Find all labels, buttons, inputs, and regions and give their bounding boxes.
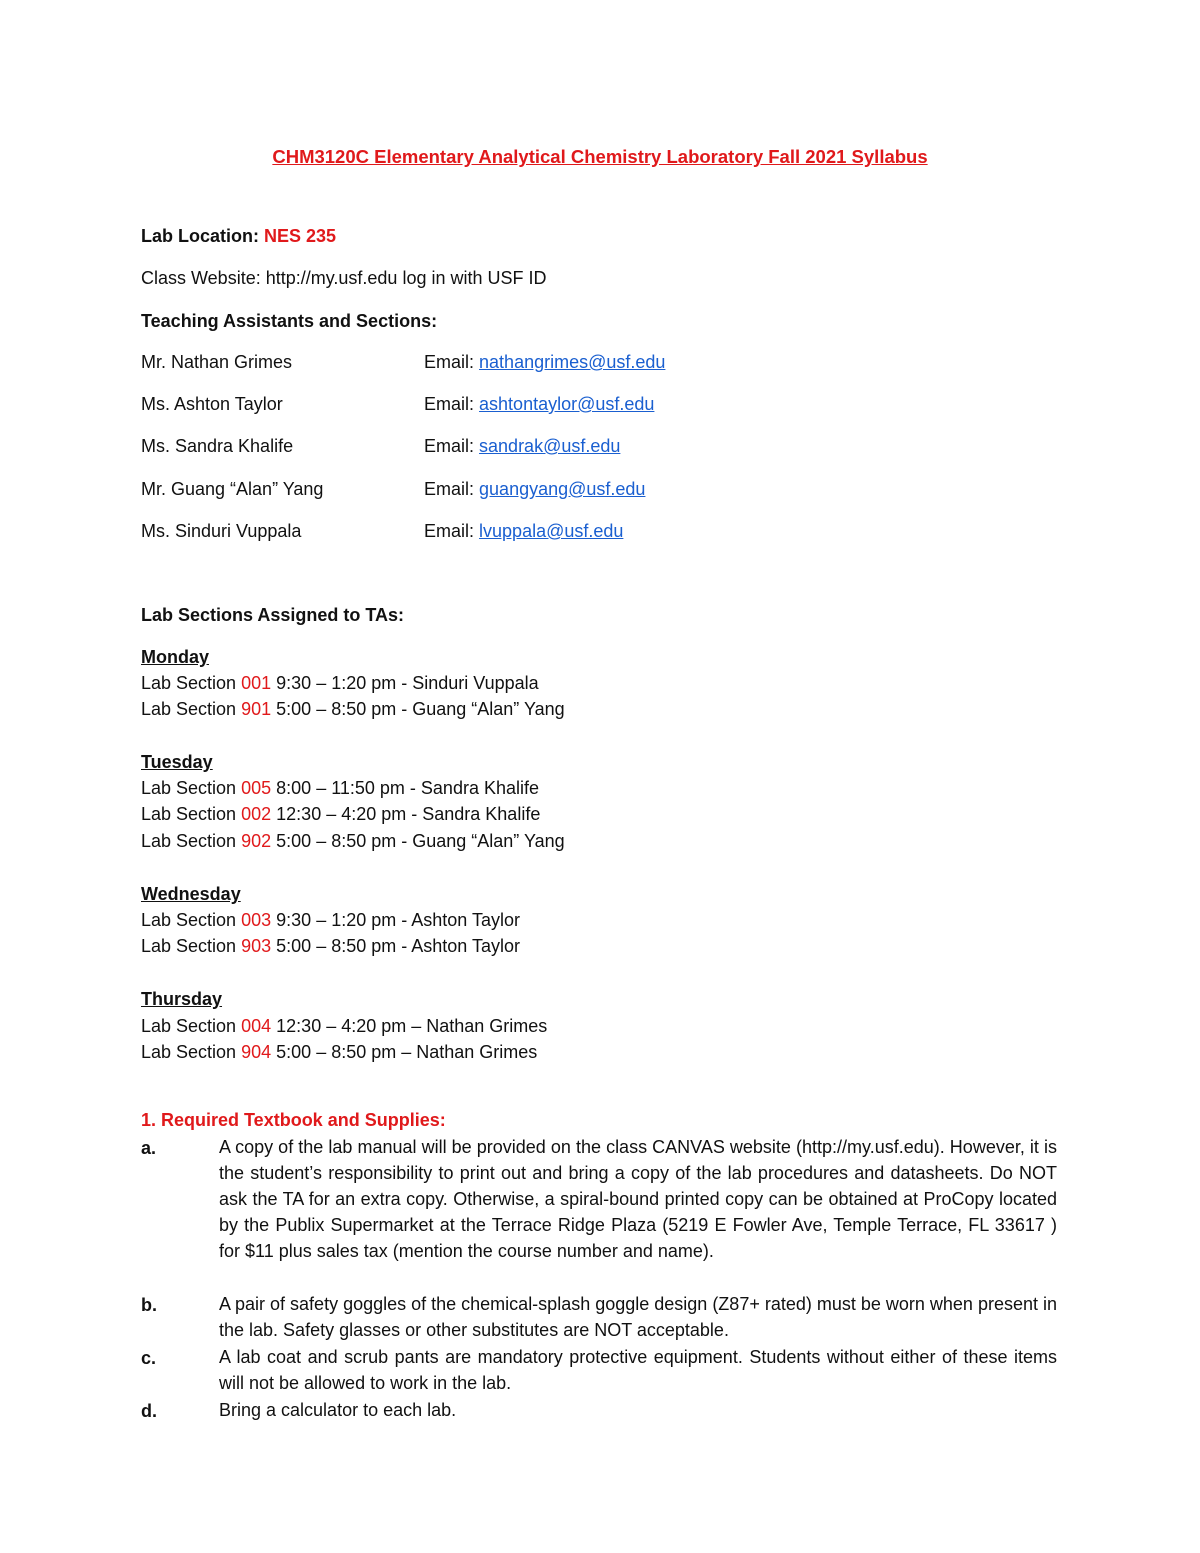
day-heading: Thursday (141, 989, 223, 1009)
lab-section-row (141, 936, 520, 957)
section-detail: 5:00 – 8:50 pm - Guang “Alan” Yang (276, 831, 565, 851)
ta-email-row (424, 352, 665, 373)
email-label: Email: (424, 394, 475, 414)
item-text: A copy of the lab manual will be provided on the class CANVAS website (http://my.usf.edu). However, it is the student’s responsibility to print out and bring a copy of the lab procedures and datasheets. Do NOT ask the TA for an extra copy. Otherwise, a spiral-bound printed copy can be obtained at ProCopy located by the Publix Supermarket at the Terrace Ridge Plaza (5219 E Fowler Ave, Temple Terrace, FL 33617 ) for $11 plus sales tax (mention the course number and name). (219, 1137, 1057, 1261)
email-label: Email: (424, 479, 475, 499)
section-number: 005 (241, 778, 272, 798)
section-label: Lab Section (141, 1042, 237, 1062)
section-label: Lab Section (141, 673, 237, 693)
lab-section-row (141, 804, 540, 825)
ta-email-row (424, 521, 623, 542)
ta-email-row (424, 479, 645, 500)
email-link[interactable]: nathangrimes@usf.edu (479, 352, 666, 372)
section-number: 004 (241, 1016, 272, 1036)
ta-name: Ms. Ashton Taylor (141, 394, 283, 414)
day-heading: Tuesday (141, 752, 213, 772)
lab-location-value: NES 235 (264, 226, 337, 246)
item-text: A lab coat and scrub pants are mandatory protective equipment. Students without either of these items will not be allowed to work in the lab. (219, 1347, 1057, 1393)
sections-heading: Lab Sections Assigned to TAs: (141, 605, 405, 625)
ta-email-row (424, 394, 654, 415)
section-label: Lab Section (141, 936, 237, 956)
item-text: A pair of safety goggles of the chemical-splash goggle design (Z87+ rated) must be worn when present in the lab. Safety glasses or other substitutes are NOT acceptable. (219, 1294, 1057, 1340)
item-letter: b. (141, 1295, 157, 1315)
section-detail: 12:30 – 4:20 pm - Sandra Khalife (276, 804, 541, 824)
section-label: Lab Section (141, 699, 237, 719)
ta-heading: Teaching Assistants and Sections: (141, 311, 438, 331)
class-website: Class Website: http://my.usf.edu log in with USF ID (141, 268, 547, 288)
section-number: 002 (241, 804, 272, 824)
lab-section-row (141, 699, 565, 720)
lab-section-row (141, 1016, 547, 1037)
lab-section-row (141, 831, 565, 852)
lab-location-label: Lab Location: (141, 226, 259, 246)
section-number: 903 (241, 936, 272, 956)
section-number: 001 (241, 673, 272, 693)
page-title: CHM3120C Elementary Analytical Chemistry Laboratory Fall 2021 Syllabus (272, 146, 928, 167)
ta-name: Mr. Guang “Alan” Yang (141, 479, 324, 499)
lab-section-row (141, 1042, 537, 1063)
section-number: 901 (241, 699, 272, 719)
lab-section-row (141, 673, 539, 694)
lab-section-row (141, 910, 520, 931)
email-link[interactable]: lvuppala@usf.edu (479, 521, 624, 541)
section-label: Lab Section (141, 804, 237, 824)
email-label: Email: (424, 436, 475, 456)
item-text: Bring a calculator to each lab. (219, 1400, 457, 1420)
email-link[interactable]: sandrak@usf.edu (479, 436, 621, 456)
email-label: Email: (424, 521, 475, 541)
section-detail: 8:00 – 11:50 pm - Sandra Khalife (276, 778, 539, 798)
section-detail: 12:30 – 4:20 pm – Nathan Grimes (276, 1016, 548, 1036)
email-link[interactable]: guangyang@usf.edu (479, 479, 646, 499)
item-letter: a. (141, 1138, 157, 1158)
ta-name: Ms. Sandra Khalife (141, 436, 294, 456)
item-letter: d. (141, 1401, 157, 1421)
section-number: 003 (241, 910, 272, 930)
ta-name: Ms. Sinduri Vuppala (141, 521, 302, 541)
section-detail: 9:30 – 1:20 pm - Sinduri Vuppala (276, 673, 539, 693)
ta-email-row (424, 436, 620, 457)
required-heading: 1. Required Textbook and Supplies: (141, 1110, 446, 1130)
section-label: Lab Section (141, 778, 237, 798)
section-label: Lab Section (141, 910, 237, 930)
day-heading: Monday (141, 647, 210, 667)
section-number: 904 (241, 1042, 272, 1062)
ta-name: Mr. Nathan Grimes (141, 352, 293, 372)
section-detail: 5:00 – 8:50 pm – Nathan Grimes (276, 1042, 538, 1062)
email-label: Email: (424, 352, 475, 372)
day-heading: Wednesday (141, 884, 241, 904)
section-detail: 9:30 – 1:20 pm - Ashton Taylor (276, 910, 520, 930)
section-number: 902 (241, 831, 272, 851)
lab-section-row (141, 778, 539, 799)
lab-location (141, 226, 336, 247)
section-label: Lab Section (141, 831, 237, 851)
section-label: Lab Section (141, 1016, 237, 1036)
item-letter: c. (141, 1348, 157, 1368)
section-detail: 5:00 – 8:50 pm - Guang “Alan” Yang (276, 699, 565, 719)
email-link[interactable]: ashtontaylor@usf.edu (479, 394, 655, 414)
section-detail: 5:00 – 8:50 pm - Ashton Taylor (276, 936, 520, 956)
